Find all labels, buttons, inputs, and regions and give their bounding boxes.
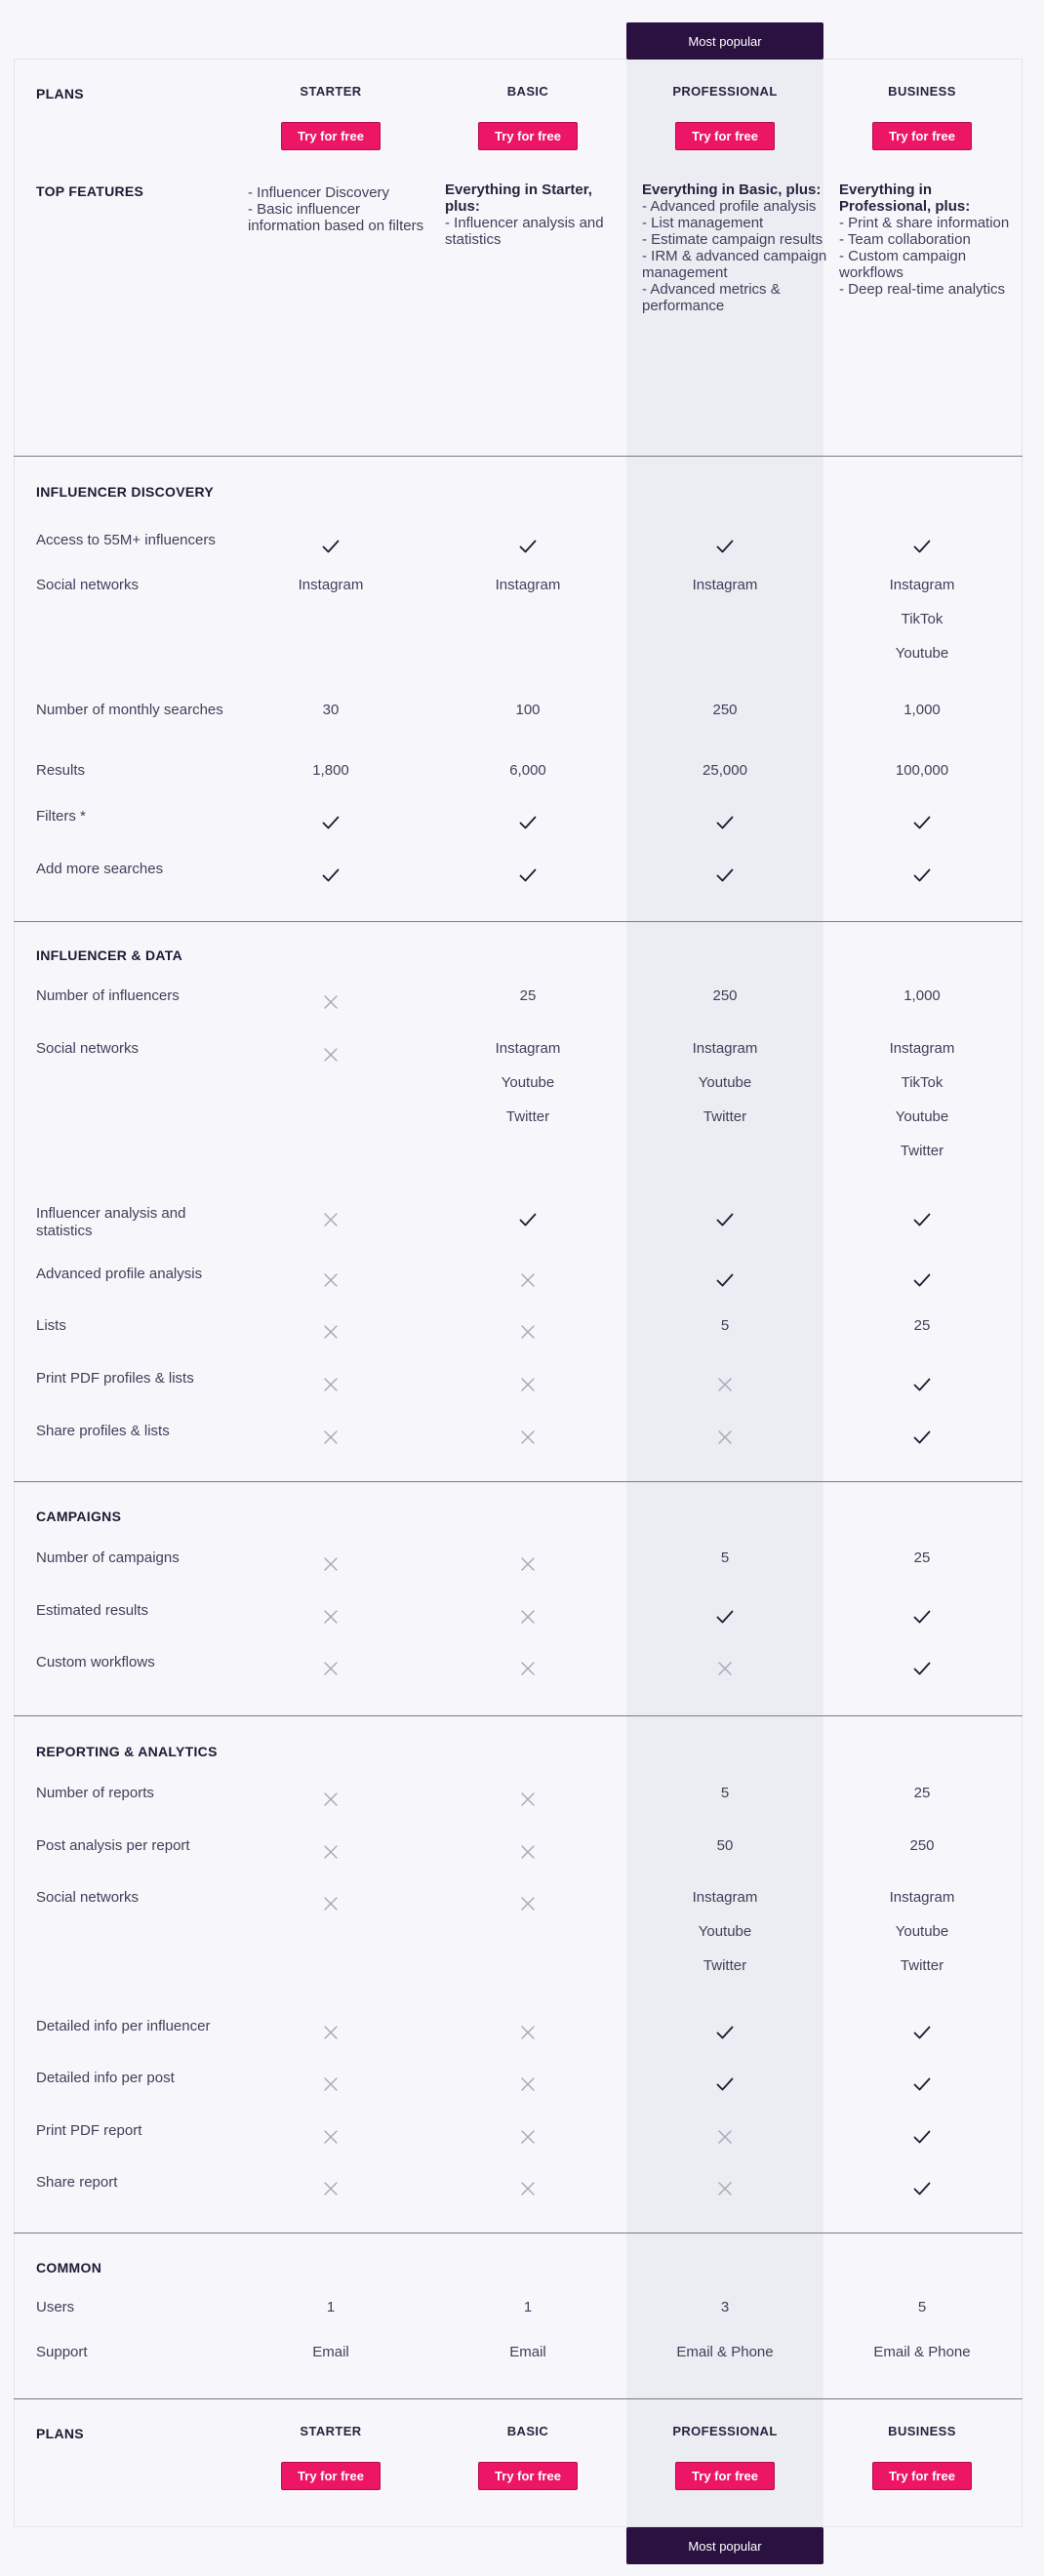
cross-icon (715, 2127, 735, 2147)
check-icon (912, 1659, 932, 1678)
cell-value: 50 (716, 1837, 734, 1854)
check-icon (518, 1210, 538, 1229)
check-icon (715, 813, 735, 832)
row-label: Influencer analysis and statistics (36, 1205, 186, 1239)
section-divider (14, 2233, 1023, 2234)
cell-value: 250 (712, 987, 738, 1004)
cross-icon (321, 1210, 341, 1229)
features-heading: Everything in Starter, plus: (445, 181, 592, 215)
row-label: Social networks (36, 1040, 140, 1057)
cross-icon (518, 2074, 538, 2094)
check-icon (715, 1210, 735, 1229)
feature-item: - IRM & advanced campaign management (642, 248, 827, 281)
check-icon (715, 2074, 735, 2094)
cell-value: Youtube (698, 1074, 752, 1091)
plan-name-business-bottom: BUSINESS (888, 2424, 956, 2438)
cross-icon (518, 2127, 538, 2147)
row-label: Detailed info per post (36, 2070, 175, 2086)
section-title-influencer-data: INFLUENCER & DATA (36, 947, 183, 963)
plan-name-starter: STARTER (300, 84, 362, 99)
most-popular-badge-bottom: Most popular (626, 2527, 823, 2564)
check-icon (912, 1210, 932, 1229)
section-divider (14, 1715, 1023, 1716)
cell-value: Twitter (900, 1143, 944, 1159)
cross-icon (321, 1790, 341, 1809)
check-icon (715, 2023, 735, 2042)
cell-value: Instagram (889, 1040, 955, 1057)
cross-icon (715, 2179, 735, 2198)
top-features-label: TOP FEATURES (36, 183, 144, 199)
section-divider (14, 1481, 1023, 1482)
cross-icon (321, 2179, 341, 2198)
check-icon (321, 537, 341, 556)
feature-item: - Advanced profile analysis (642, 198, 817, 215)
cell-value: 1,000 (903, 987, 941, 1004)
cross-icon (321, 2023, 341, 2042)
row-label: Number of campaigns (36, 1550, 180, 1566)
section-divider (14, 456, 1023, 457)
check-icon (912, 2023, 932, 2042)
plans-label: PLANS (36, 86, 84, 101)
check-icon (912, 537, 932, 556)
check-icon (518, 537, 538, 556)
cross-icon (321, 2074, 341, 2094)
feature-item: - Basic influencer information based on filters (248, 201, 424, 234)
row-label: Advanced profile analysis (36, 1266, 203, 1282)
cell-value: 30 (322, 702, 340, 718)
plan-name-basic: BASIC (506, 84, 549, 99)
feature-item: - List management (642, 215, 764, 231)
cell-value: Youtube (895, 1108, 949, 1125)
cell-value: TikTok (901, 611, 944, 627)
cell-value: Twitter (703, 1108, 747, 1125)
cross-icon (518, 1554, 538, 1574)
cell-value: Twitter (900, 1957, 944, 1974)
cross-icon (321, 1322, 341, 1342)
row-label: Number of monthly searches (36, 702, 223, 718)
cell-value: Youtube (895, 645, 949, 662)
row-label: Print PDF profiles & lists (36, 1370, 194, 1387)
check-icon (912, 1428, 932, 1447)
cell-value: 25 (913, 1550, 931, 1566)
features-heading: Everything in Basic, plus: (642, 181, 822, 198)
check-icon (912, 1607, 932, 1627)
cross-icon (321, 1428, 341, 1447)
cell-value: 1,000 (903, 702, 941, 718)
try-for-free-button-starter-bottom[interactable]: Try for free (281, 2462, 381, 2490)
cross-icon (518, 2179, 538, 2198)
cross-icon (715, 1375, 735, 1394)
cell-value: 25 (913, 1317, 931, 1334)
row-label: Social networks (36, 1889, 140, 1906)
cell-value: Instagram (298, 577, 364, 593)
check-icon (912, 2179, 932, 2198)
check-icon (321, 813, 341, 832)
row-label: Detailed info per influencer (36, 2018, 211, 2034)
check-icon (912, 813, 932, 832)
cross-icon (321, 1607, 341, 1627)
row-label: Add more searches (36, 861, 164, 877)
cell-value: 5 (917, 2299, 927, 2315)
check-icon (518, 813, 538, 832)
top-features-business (839, 181, 1024, 298)
check-icon (715, 1607, 735, 1627)
row-label: Custom workflows (36, 1654, 155, 1670)
row-label: Results (36, 762, 86, 779)
cross-icon (715, 1428, 735, 1447)
cross-icon (518, 1842, 538, 1862)
row-label: Share report (36, 2174, 118, 2191)
row-label: Number of reports (36, 1785, 154, 1801)
row-label: Filters * (36, 808, 86, 825)
cross-icon (518, 1375, 538, 1394)
cross-icon (321, 1270, 341, 1290)
plan-name-professional-bottom: PROFESSIONAL (672, 2424, 778, 2438)
section-divider (14, 921, 1023, 922)
features-heading: Everything in Professional, plus: (839, 181, 971, 215)
cross-icon (321, 1659, 341, 1678)
section-title-influencer-discovery: INFLUENCER DISCOVERY (36, 484, 215, 500)
row-label: Access to 55M+ influencers (36, 532, 216, 548)
feature-item: - Deep real-time analytics (839, 281, 1006, 298)
cell-value: Email (509, 2344, 546, 2360)
cell-value: 25 (913, 1785, 931, 1801)
top-features-professional (642, 181, 827, 314)
cross-icon (518, 2023, 538, 2042)
cell-value: 1 (523, 2299, 533, 2315)
cell-value: Instagram (495, 577, 561, 593)
check-icon (912, 2127, 932, 2147)
check-icon (715, 865, 735, 885)
cell-value: 3 (720, 2299, 730, 2315)
try-for-free-button-basic-bottom[interactable]: Try for free (478, 2462, 578, 2490)
cell-value: Twitter (703, 1957, 747, 1974)
row-label: Support (36, 2344, 88, 2360)
plans-label-bottom: PLANS (36, 2426, 84, 2441)
cross-icon (321, 1045, 341, 1065)
cell-value: 5 (720, 1550, 730, 1566)
professional-column-highlight (626, 59, 823, 2527)
feature-item: - Influencer analysis and statistics (445, 215, 604, 248)
pricing-table-frame (14, 59, 1023, 2527)
cell-value: TikTok (901, 1074, 944, 1091)
cell-value: 1 (326, 2299, 336, 2315)
section-divider (14, 2398, 1023, 2399)
cross-icon (321, 1554, 341, 1574)
row-label: Print PDF report (36, 2122, 142, 2139)
cell-value: Twitter (505, 1108, 550, 1125)
row-label: Lists (36, 1317, 66, 1334)
cross-icon (321, 2127, 341, 2147)
plan-name-business: BUSINESS (888, 84, 956, 99)
cross-icon (321, 1894, 341, 1913)
cell-value: 6,000 (509, 762, 546, 779)
cross-icon (518, 1322, 538, 1342)
top-features-starter (248, 184, 433, 234)
try-for-free-button-professional-bottom[interactable]: Try for free (675, 2462, 775, 2490)
check-icon (912, 2074, 932, 2094)
cross-icon (321, 1375, 341, 1394)
section-title-reporting-analytics: REPORTING & ANALYTICS (36, 1744, 218, 1759)
check-icon (912, 1270, 932, 1290)
cell-value: Email & Phone (676, 2344, 774, 2360)
cell-value: 250 (712, 702, 738, 718)
check-icon (715, 1270, 735, 1290)
cell-value: Instagram (692, 1040, 758, 1057)
check-icon (912, 865, 932, 885)
section-title-campaigns: CAMPAIGNS (36, 1509, 122, 1524)
plan-name-starter-bottom: STARTER (300, 2424, 362, 2438)
cross-icon (715, 1659, 735, 1678)
cell-value: Instagram (692, 1889, 758, 1906)
check-icon (912, 1375, 932, 1394)
cell-value: Instagram (495, 1040, 561, 1057)
cell-value: Instagram (692, 577, 758, 593)
feature-item: - Influencer Discovery (248, 184, 390, 201)
cell-value: 5 (720, 1317, 730, 1334)
cross-icon (321, 1842, 341, 1862)
cross-icon (518, 1607, 538, 1627)
cell-value: Instagram (889, 577, 955, 593)
cell-value: 100 (515, 702, 541, 718)
cell-value: Youtube (698, 1923, 752, 1940)
try-for-free-button-professional[interactable]: Try for free (675, 122, 775, 150)
feature-item: - Advanced metrics & performance (642, 281, 781, 314)
cell-value: 25,000 (703, 762, 747, 779)
try-for-free-button-starter[interactable]: Try for free (281, 122, 381, 150)
row-label: Post analysis per report (36, 1837, 190, 1854)
check-icon (518, 865, 538, 885)
cross-icon (518, 1270, 538, 1290)
cross-icon (321, 992, 341, 1012)
plan-name-professional: PROFESSIONAL (672, 84, 778, 99)
cross-icon (518, 1659, 538, 1678)
cell-value: 250 (909, 1837, 935, 1854)
cell-value: Instagram (889, 1889, 955, 1906)
top-features-basic (445, 181, 630, 248)
cell-value: Youtube (895, 1923, 949, 1940)
row-label: Social networks (36, 577, 140, 593)
row-label: Users (36, 2299, 75, 2315)
cell-value: 25 (519, 987, 537, 1004)
feature-item: - Team collaboration (839, 231, 971, 248)
cell-value: 1,800 (312, 762, 349, 779)
feature-item: - Estimate campaign results (642, 231, 823, 248)
row-label: Estimated results (36, 1602, 149, 1619)
try-for-free-button-business[interactable]: Try for free (872, 122, 972, 150)
most-popular-badge-top: Most popular (626, 22, 823, 60)
row-label: Share profiles & lists (36, 1423, 170, 1439)
check-icon (321, 865, 341, 885)
try-for-free-button-basic[interactable]: Try for free (478, 122, 578, 150)
row-label: Number of influencers (36, 987, 180, 1004)
cross-icon (518, 1790, 538, 1809)
plan-name-basic-bottom: BASIC (506, 2424, 549, 2438)
cross-icon (518, 1894, 538, 1913)
section-title-common: COMMON (36, 2260, 102, 2275)
check-icon (715, 537, 735, 556)
feature-item: - Print & share information (839, 215, 1010, 231)
cell-value: 5 (720, 1785, 730, 1801)
cell-value: Email (312, 2344, 349, 2360)
try-for-free-button-business-bottom[interactable]: Try for free (872, 2462, 972, 2490)
cell-value: 100,000 (895, 762, 949, 779)
cross-icon (518, 1428, 538, 1447)
cell-value: Youtube (501, 1074, 555, 1091)
feature-item: - Custom campaign workflows (839, 248, 967, 281)
cell-value: Email & Phone (873, 2344, 971, 2360)
